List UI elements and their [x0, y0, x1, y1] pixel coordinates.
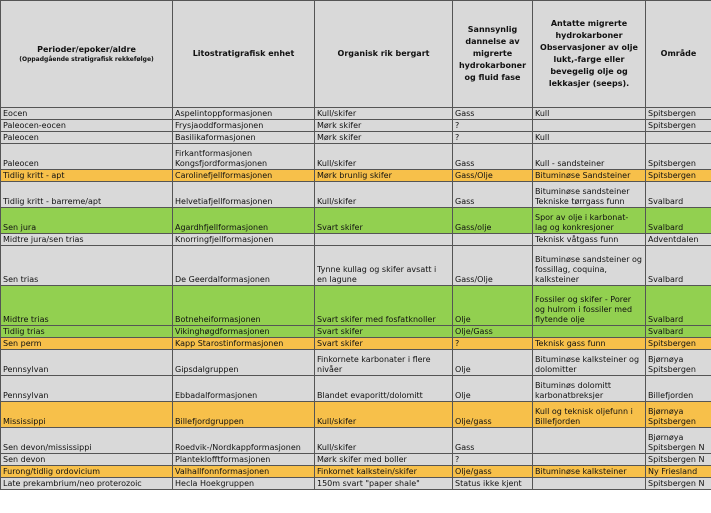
cell-text: Mørk skifer med boller	[317, 455, 407, 464]
cell-unit	[173, 478, 315, 490]
cell-organic-rock	[315, 466, 453, 478]
cell-text: karbonatbreksjer	[535, 391, 604, 400]
cell-unit	[173, 376, 315, 402]
cell-text: Kapp Starostinformasjonen	[175, 339, 284, 348]
cell-organic-rock	[315, 350, 453, 376]
cell-area	[646, 234, 711, 246]
cell-unit	[173, 208, 315, 234]
cell-text: Gass	[455, 109, 475, 118]
cell-text: Kull/skifer	[317, 417, 357, 426]
cell-text: Midtre trias	[3, 315, 49, 324]
cell-unit	[173, 120, 315, 132]
cell-text: Svalbard	[648, 275, 684, 284]
cell-fluid-phase	[453, 170, 533, 182]
header-text: Perioder/epoker/aldre	[37, 45, 136, 54]
cell-period	[1, 208, 173, 234]
table-row	[1, 428, 711, 454]
cell-text: Eocen	[3, 109, 28, 118]
cell-text: Bituminøs dolomitt	[535, 381, 611, 390]
cell-area	[646, 132, 711, 144]
cell-text: ?	[455, 133, 460, 142]
cell-text: Kull/skifer	[317, 443, 357, 452]
cell-text: Finkornet kalkstein/skifer	[317, 467, 417, 476]
cell-text: Gass/Olje	[455, 171, 493, 180]
cell-text: Bituminøse sandsteiner	[535, 187, 630, 196]
cell-period	[1, 170, 173, 182]
cell-observations	[533, 350, 646, 376]
cell-text: Olje	[455, 391, 471, 400]
cell-unit	[173, 402, 315, 428]
cell-period	[1, 286, 173, 326]
cell-text: Agardhfjellformasjonen	[175, 223, 269, 232]
cell-text: Mørk brunlig skifer	[317, 171, 392, 180]
table-row	[1, 132, 711, 144]
cell-text: Bituminøse sandsteiner og	[535, 255, 642, 264]
cell-period	[1, 428, 173, 454]
cell-text: Svalbard	[648, 223, 684, 232]
cell-text: dolomitter	[535, 365, 577, 374]
cell-area	[646, 454, 711, 466]
cell-text: Mørk skifer	[317, 121, 362, 130]
cell-organic-rock	[315, 132, 453, 144]
table-row	[1, 246, 711, 286]
cell-text: Gass	[455, 159, 475, 168]
cell-area	[646, 478, 711, 490]
cell-text: Gass/Olje	[455, 275, 493, 284]
table-row	[1, 338, 711, 350]
cell-unit	[173, 246, 315, 286]
cell-organic-rock	[315, 108, 453, 120]
cell-text: Spitsbergen	[648, 109, 696, 118]
cell-fluid-phase	[453, 132, 533, 144]
cell-text: Bjørnøya	[648, 407, 684, 416]
cell-unit	[173, 170, 315, 182]
cell-text: Pennsylvan	[3, 391, 49, 400]
cell-text: Bituminøse kalksteiner og	[535, 355, 640, 364]
cell-text: Kull/skifer	[317, 109, 357, 118]
cell-text: ?	[455, 339, 460, 348]
header-organic-rock	[315, 1, 453, 108]
table-row	[1, 478, 711, 490]
cell-text: Svalbard	[648, 327, 684, 336]
cell-area	[646, 338, 711, 350]
cell-text: Billefjorden	[535, 417, 581, 426]
cell-text: Sen devon/mississippi	[3, 443, 92, 452]
cell-text: Spor av olje i karbonat-	[535, 213, 629, 222]
cell-period	[1, 454, 173, 466]
header-text: Organisk rik bergart	[337, 49, 430, 58]
cell-period	[1, 478, 173, 490]
cell-organic-rock	[315, 170, 453, 182]
cell-unit	[173, 454, 315, 466]
cell-text: Svalbard	[648, 197, 684, 206]
cell-text: Carolinefjellformasjonen	[175, 171, 273, 180]
cell-text: Paleocen	[3, 159, 39, 168]
header-area	[646, 1, 711, 108]
cell-fluid-phase	[453, 454, 533, 466]
cell-period	[1, 402, 173, 428]
cell-text: Roedvik-/Nordkappformasjonen	[175, 443, 301, 452]
cell-text: Olje/Gass	[455, 327, 493, 336]
cell-text: Spitsbergen	[648, 171, 696, 180]
cell-text: Ebbadalformasjonen	[175, 391, 258, 400]
cell-area	[646, 182, 711, 208]
cell-period	[1, 338, 173, 350]
cell-area	[646, 120, 711, 132]
cell-organic-rock	[315, 286, 453, 326]
cell-period	[1, 376, 173, 402]
cell-text: Tidlig kritt - apt	[3, 171, 65, 180]
cell-text: Olje/gass	[455, 417, 492, 426]
table-body	[1, 108, 711, 490]
cell-text: Sen devon	[3, 455, 46, 464]
header-text: -farge eller bevegelig olje og lekkasjer (seeps).	[548, 55, 630, 88]
cell-period	[1, 120, 173, 132]
header-text: Litostratigrafisk enhet	[192, 49, 295, 58]
cell-text: Midtre jura/sen trias	[3, 235, 84, 244]
cell-period	[1, 108, 173, 120]
cell-text: Fossiler og skifer - Porer	[535, 295, 632, 304]
cell-unit	[173, 144, 315, 170]
cell-text: Kull	[535, 133, 550, 142]
cell-observations	[533, 478, 646, 490]
table-row	[1, 402, 711, 428]
cell-text: Gipsdalgruppen	[175, 365, 239, 374]
cell-text: Spitsbergen	[648, 339, 696, 348]
cell-organic-rock	[315, 402, 453, 428]
table-row	[1, 170, 711, 182]
cell-area	[646, 170, 711, 182]
table-row	[1, 466, 711, 478]
cell-text: Spitsbergen	[648, 121, 696, 130]
cell-text: Helvetiafjellformasjonen	[175, 197, 273, 206]
cell-fluid-phase	[453, 234, 533, 246]
cell-fluid-phase	[453, 376, 533, 402]
cell-text: Spitsbergen N	[648, 455, 705, 464]
cell-text: Gass	[455, 443, 475, 452]
cell-organic-rock	[315, 246, 453, 286]
cell-fluid-phase	[453, 326, 533, 338]
table-row	[1, 208, 711, 234]
cell-observations	[533, 182, 646, 208]
header-fluid-phase	[453, 1, 533, 108]
cell-period	[1, 246, 173, 286]
cell-text: Pennsylvan	[3, 365, 49, 374]
cell-fluid-phase	[453, 120, 533, 132]
cell-text: og hulrom i fossiler med	[535, 305, 633, 314]
cell-text: Kull/skifer	[317, 197, 357, 206]
cell-observations	[533, 132, 646, 144]
cell-fluid-phase	[453, 182, 533, 208]
cell-text: Kongsfjordformasjonen	[175, 159, 268, 168]
cell-fluid-phase	[453, 428, 533, 454]
cell-text: ?	[455, 455, 460, 464]
cell-text: Olje	[455, 365, 471, 374]
cell-text: Kull og teknisk oljefunn i	[535, 407, 633, 416]
cell-unit	[173, 286, 315, 326]
cell-period	[1, 182, 173, 208]
cell-text: Ny Friesland	[648, 467, 698, 476]
cell-text: nivåer	[317, 365, 343, 374]
cell-observations	[533, 402, 646, 428]
cell-observations	[533, 466, 646, 478]
table-row	[1, 108, 711, 120]
cell-text: Teknisk gass funn	[535, 339, 606, 348]
cell-area	[646, 376, 711, 402]
cell-observations	[533, 246, 646, 286]
cell-text: Kull - sandsteiner	[535, 159, 605, 168]
cell-text: Blandet evaporitt/dolomitt	[317, 391, 423, 400]
cell-period	[1, 132, 173, 144]
cell-observations	[533, 170, 646, 182]
cell-text: Bjørnøya	[648, 355, 684, 364]
cell-fluid-phase	[453, 478, 533, 490]
cell-text: Olje	[455, 315, 471, 324]
cell-unit	[173, 338, 315, 350]
cell-text: Vikinghøgdformasjonen	[175, 327, 270, 336]
cell-organic-rock	[315, 234, 453, 246]
cell-text: kalksteiner	[535, 275, 579, 284]
cell-text: Hecla Hoekgruppen	[175, 479, 255, 488]
cell-text: Paleocen	[3, 133, 39, 142]
cell-text: Gass/olje	[455, 223, 492, 232]
cell-area	[646, 326, 711, 338]
cell-observations	[533, 326, 646, 338]
cell-area	[646, 286, 711, 326]
cell-text: Svalbard	[648, 315, 684, 324]
table-row	[1, 376, 711, 402]
cell-text: Tidlig kritt - barreme/apt	[3, 197, 102, 206]
cell-text: Adventdalen	[648, 235, 699, 244]
cell-period	[1, 234, 173, 246]
cell-text: Tekniske tørrgass funn	[535, 197, 625, 206]
cell-area	[646, 208, 711, 234]
cell-area	[646, 466, 711, 478]
cell-text: Basilikaformasjonen	[175, 133, 256, 142]
cell-text: Sen trias	[3, 275, 39, 284]
cell-unit	[173, 350, 315, 376]
cell-observations	[533, 376, 646, 402]
cell-text: Sen jura	[3, 223, 37, 232]
cell-organic-rock	[315, 208, 453, 234]
cell-area	[646, 246, 711, 286]
table-row	[1, 350, 711, 376]
cell-text: Late prekambrium/neo proterozoic	[3, 479, 142, 488]
cell-unit	[173, 132, 315, 144]
cell-text: Planteklofftformasjonen	[175, 455, 271, 464]
cell-text: Furong/tidlig ordovicium	[3, 467, 101, 476]
cell-observations	[533, 144, 646, 170]
cell-organic-rock	[315, 454, 453, 466]
cell-text: Gass	[455, 197, 475, 206]
cell-text: Spitsbergen N	[648, 479, 705, 488]
cell-fluid-phase	[453, 466, 533, 478]
table-row	[1, 182, 711, 208]
header-row	[1, 1, 711, 108]
table-row	[1, 286, 711, 326]
cell-text: Mørk skifer	[317, 133, 362, 142]
cell-text: Olje/gass	[455, 467, 492, 476]
cell-text: Aspelintoppformasjonen	[175, 109, 273, 118]
cell-text: Firkantformasjonen	[175, 149, 253, 158]
cell-area	[646, 144, 711, 170]
cell-fluid-phase	[453, 402, 533, 428]
cell-fluid-phase	[453, 338, 533, 350]
cell-observations	[533, 208, 646, 234]
cell-observations	[533, 338, 646, 350]
cell-organic-rock	[315, 120, 453, 132]
cell-organic-rock	[315, 182, 453, 208]
cell-text: fossillag, coquina,	[535, 265, 607, 274]
cell-text: Spitsbergen	[648, 417, 696, 426]
cell-fluid-phase	[453, 286, 533, 326]
cell-text: Spitsbergen N	[648, 443, 705, 452]
cell-text: Tidlig trias	[3, 327, 45, 336]
cell-fluid-phase	[453, 144, 533, 170]
cell-text: Bituminøse kalksteiner	[535, 467, 627, 476]
cell-organic-rock	[315, 338, 453, 350]
cell-unit	[173, 234, 315, 246]
cell-text: Status ikke kjent	[455, 479, 522, 488]
cell-area	[646, 350, 711, 376]
cell-text: Kull	[535, 109, 550, 118]
cell-area	[646, 428, 711, 454]
cell-period	[1, 350, 173, 376]
cell-unit	[173, 108, 315, 120]
header-subtext: (Oppadgående stratigrafisk rekkefølge)	[19, 56, 154, 63]
cell-text: lag og konkresjoner	[535, 223, 614, 232]
cell-text: Paleocen-eocen	[3, 121, 66, 130]
cell-text: Valhallfonnformasjonen	[175, 467, 270, 476]
cell-unit	[173, 428, 315, 454]
cell-text: Billefjordgruppen	[175, 417, 244, 426]
header-text: Område	[660, 49, 697, 58]
cell-text: Svart skifer med fosfatknoller	[317, 315, 436, 324]
cell-organic-rock	[315, 376, 453, 402]
cell-observations	[533, 286, 646, 326]
cell-observations	[533, 454, 646, 466]
table-row	[1, 120, 711, 132]
header-migrated-hydrocarbons	[533, 1, 646, 108]
cell-organic-rock	[315, 326, 453, 338]
cell-period	[1, 466, 173, 478]
cell-text: Finkornete karbonater i flere	[317, 355, 431, 364]
cell-fluid-phase	[453, 350, 533, 376]
table-row	[1, 326, 711, 338]
cell-text: Knorringfjellformasjonen	[175, 235, 274, 244]
cell-text: Botneheiformasjonen	[175, 315, 261, 324]
cell-text: Frysjaoddformasjonen	[175, 121, 264, 130]
cell-text: Teknisk våtgass funn	[535, 235, 619, 244]
cell-text: Tynne kullag og skifer avsatt i	[317, 265, 437, 274]
cell-area	[646, 402, 711, 428]
cell-text: De Geerdalformasjonen	[175, 275, 270, 284]
cell-observations	[533, 234, 646, 246]
cell-period	[1, 326, 173, 338]
cell-observations	[533, 120, 646, 132]
cell-text: Bituminøse Sandsteiner	[535, 171, 631, 180]
cell-text: Billefjorden	[648, 391, 694, 400]
cell-fluid-phase	[453, 108, 533, 120]
cell-text: Kull/skifer	[317, 159, 357, 168]
header-period	[1, 1, 173, 108]
cell-text: Mississippi	[3, 417, 46, 426]
cell-observations	[533, 108, 646, 120]
header-lithostratigraphic-unit	[173, 1, 315, 108]
cell-text: Svart skifer	[317, 339, 363, 348]
cell-text: flytende olje	[535, 315, 585, 324]
cell-organic-rock	[315, 478, 453, 490]
cell-text: Spitsbergen	[648, 365, 696, 374]
cell-text: Svart skifer	[317, 327, 363, 336]
cell-fluid-phase	[453, 246, 533, 286]
table-row	[1, 454, 711, 466]
cell-text: ?	[455, 121, 460, 130]
cell-text: Spitsbergen	[648, 159, 696, 168]
table-row	[1, 234, 711, 246]
cell-text: Svart skifer	[317, 223, 363, 232]
cell-unit	[173, 466, 315, 478]
cell-text: Sen perm	[3, 339, 42, 348]
cell-fluid-phase	[453, 208, 533, 234]
cell-observations	[533, 428, 646, 454]
cell-unit	[173, 326, 315, 338]
cell-organic-rock	[315, 144, 453, 170]
cell-text: 150m svart "paper shale"	[317, 479, 420, 488]
header-text: Sannsynlig dannelse av migrerte hydrokarboner og fluid fase	[458, 25, 527, 82]
cell-organic-rock	[315, 428, 453, 454]
header-text: Antatte migrerte hydrokarboner Observasjoner av olje lukt,	[540, 19, 638, 64]
cell-text: en lagune	[317, 275, 357, 284]
cell-period	[1, 144, 173, 170]
table-row	[1, 144, 711, 170]
cell-unit	[173, 182, 315, 208]
cell-area	[646, 108, 711, 120]
cell-text: Bjørnøya	[648, 433, 684, 442]
